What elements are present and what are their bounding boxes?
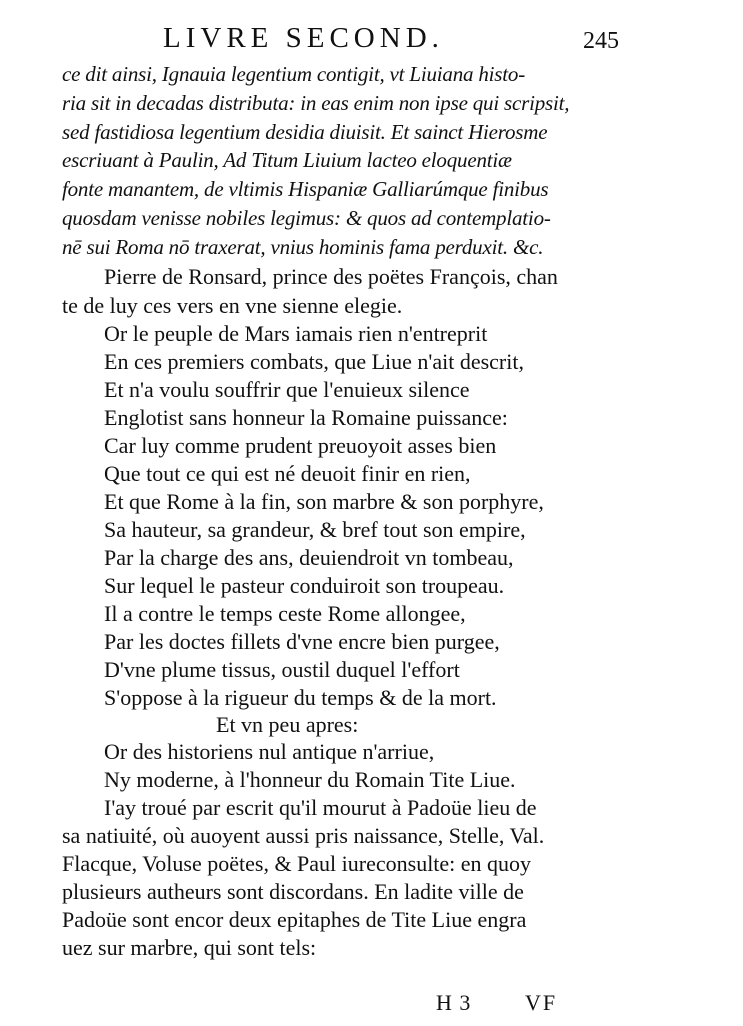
verse-line: S'oppose à la rigueur du temps & de la mort. xyxy=(104,685,497,710)
page-header xyxy=(0,22,743,62)
closing-line: Flacque, Voluse poëtes, & Paul iureconsulte: en quoy xyxy=(62,851,532,876)
closing-line: plusieurs autheurs sont discordans. En ladite ville de xyxy=(62,879,524,904)
latin-quote-line: quosdam venisse nobiles legimus: & quos ad contemplatio- xyxy=(62,206,551,230)
latin-quote-line: nē sui Roma nō traxerat, vnius hominis fama perduxit. &c. xyxy=(62,235,544,259)
intro-line: te de luy ces vers en vne sienne elegie. xyxy=(62,293,403,318)
signature-mark: H 3 xyxy=(436,990,472,1015)
verse-line: Par la charge des ans, deuiendroit vn tombeau, xyxy=(104,545,514,570)
closing-line: sa natiuité, où auoyent aussi pris naissance, Stelle, Val. xyxy=(62,823,545,848)
page-footer xyxy=(0,990,743,1026)
page-number: 245 xyxy=(583,28,619,54)
verse-line: Or le peuple de Mars iamais rien n'entreprit xyxy=(104,321,488,346)
intro-line: Pierre de Ronsard, prince des poëtes François, chan xyxy=(104,264,558,289)
running-title: LIVRE SECOND. xyxy=(163,22,444,54)
verse-line: Et que Rome à la fin, son marbre & son porphyre, xyxy=(104,489,544,514)
latin-quote-line: ce dit ainsi, Ignauia legentium contigit, vt Liuiana histo- xyxy=(62,62,525,86)
closing-line: I'ay troué par escrit qu'il mourut à Padoüe lieu de xyxy=(104,795,537,820)
transition-line: Et vn peu apres: xyxy=(216,712,359,737)
verse-line: En ces premiers combats, que Liue n'ait descrit, xyxy=(104,349,524,374)
latin-quote-line: fonte manantem, de vltimis Hispaniæ Galliarúmque finibus xyxy=(62,177,549,201)
closing-line: Padoüe sont encor deux epitaphes de Tite Liue engra xyxy=(62,907,527,932)
verse-line: Ny moderne, à l'honneur du Romain Tite Liue. xyxy=(104,767,516,792)
verse-line: Sur lequel le pasteur conduiroit son troupeau. xyxy=(104,573,505,598)
verse-line: Et n'a voulu souffrir que l'enuieux silence xyxy=(104,377,470,402)
verse-line: Sa hauteur, sa grandeur, & bref tout son empire, xyxy=(104,517,526,542)
latin-quote-line: ria sit in decadas distributa: in eas enim non ipse qui scripsit, xyxy=(62,91,570,115)
closing-line: uez sur marbre, qui sont tels: xyxy=(62,935,317,960)
catchword: VF xyxy=(525,990,558,1015)
verse-line: Il a contre le temps ceste Rome allongee, xyxy=(104,601,466,626)
verse-line: Que tout ce qui est né deuoit finir en rien, xyxy=(104,461,471,486)
verse-line: Par les doctes fillets d'vne encre bien purgee, xyxy=(104,629,500,654)
verse-line: Englotist sans honneur la Romaine puissance: xyxy=(104,405,508,430)
latin-quote-line: sed fastidiosa legentium desidia diuisit. Et sainct Hierosme xyxy=(62,120,548,144)
verse-line: Car luy comme prudent preuoyoit asses bien xyxy=(104,433,497,458)
latin-quote-line: escriuant à Paulin, Ad Titum Liuium lacteo eloquentiæ xyxy=(62,148,512,172)
verse-line: Or des historiens nul antique n'arriue, xyxy=(104,739,435,764)
verse-line: D'vne plume tissus, oustil duquel l'effort xyxy=(104,657,460,682)
